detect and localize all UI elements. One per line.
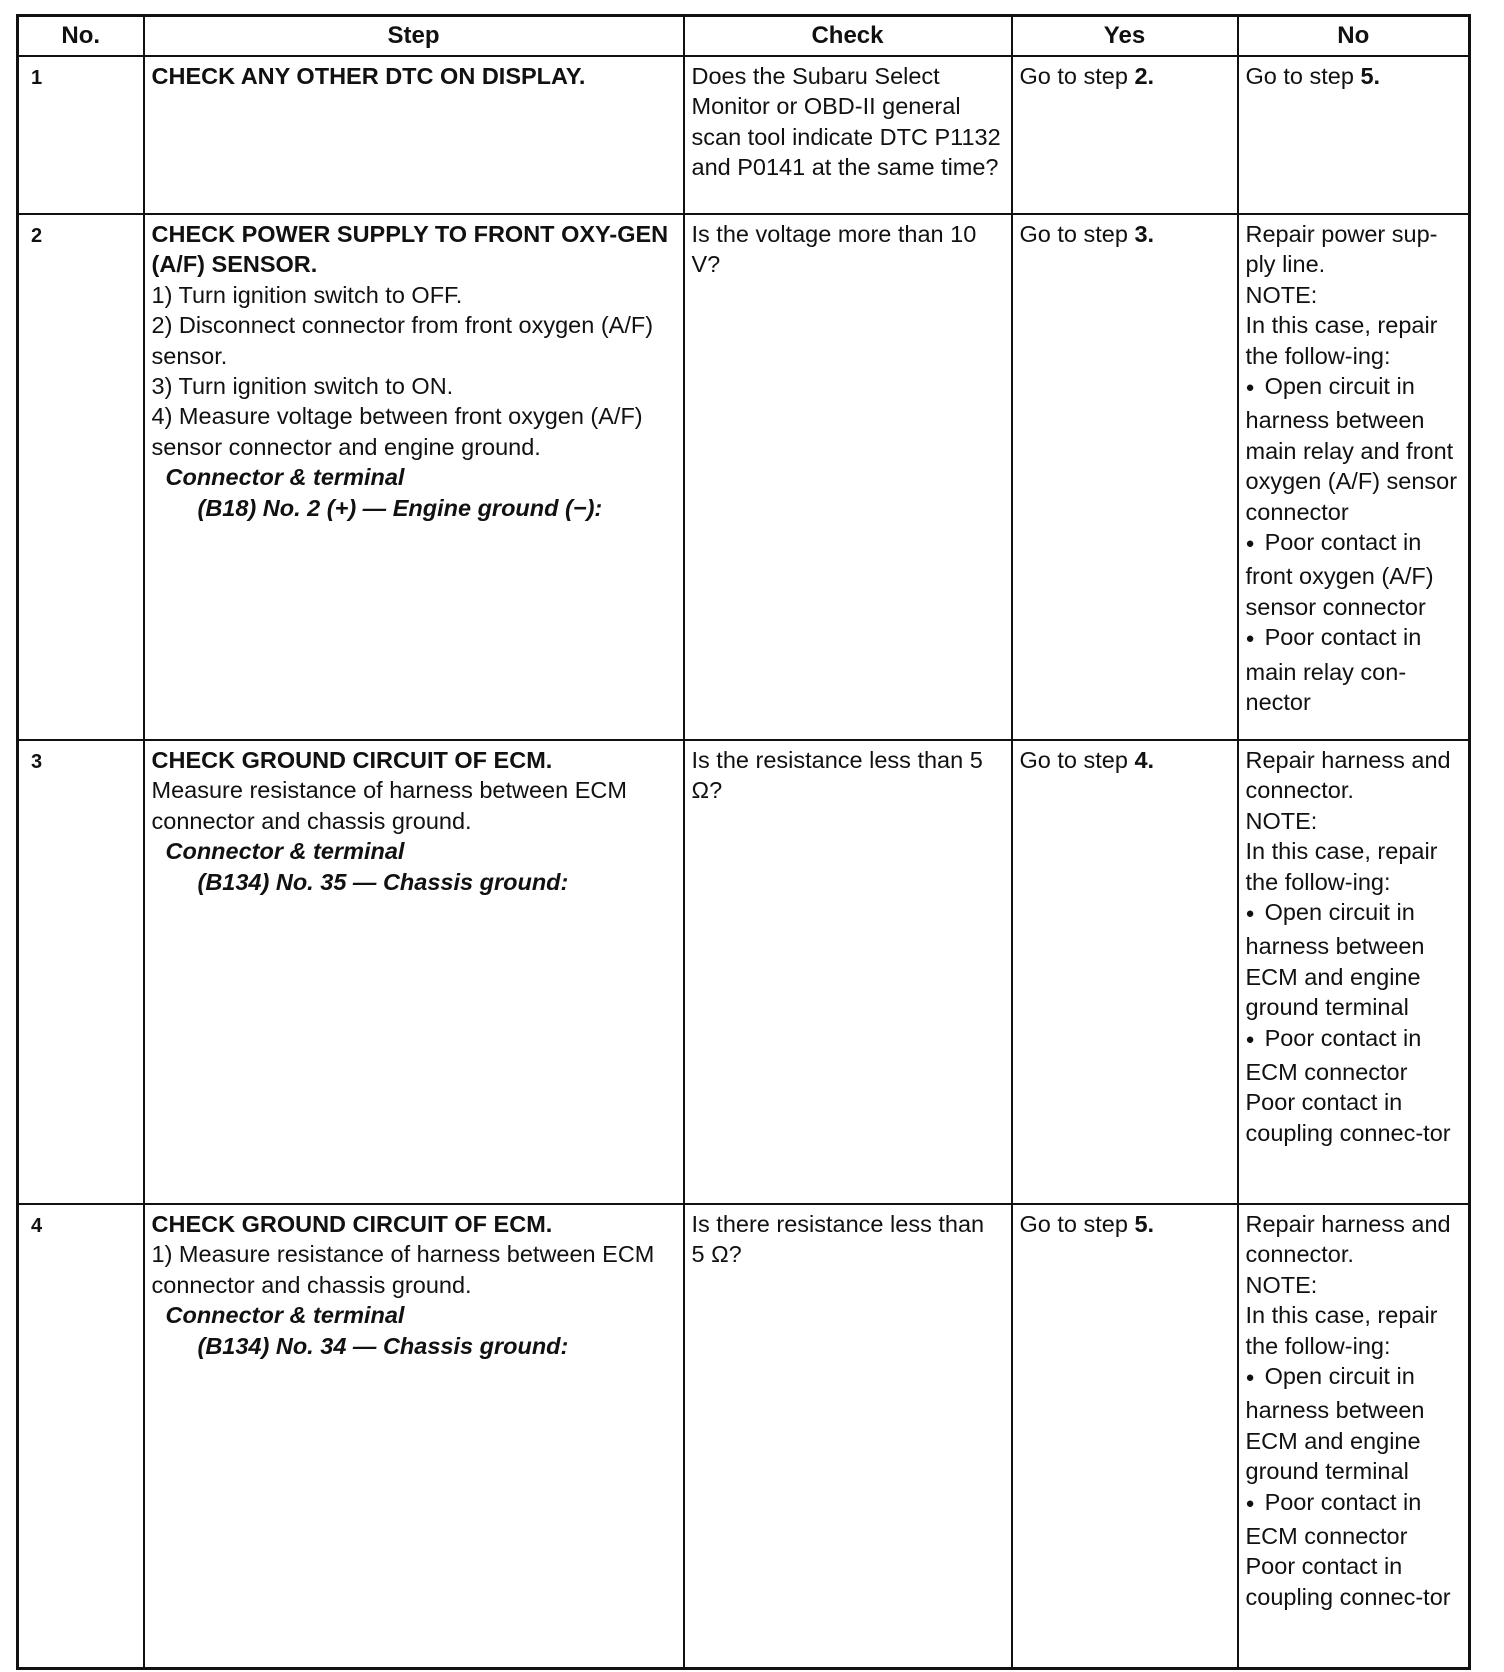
no-cell — [1238, 56, 1470, 214]
yes-cell — [1012, 740, 1238, 1204]
step-cell — [144, 214, 684, 740]
no-tail-line: Poor contact in coupling connec-tor — [1245, 1089, 1451, 1146]
no-bullet-item: ● Open circuit in harness between ECM and engine ground terminal — [1246, 1361, 1462, 1487]
row-number: 2 — [18, 214, 144, 740]
no-bullet-item: ● Poor contact in ECM connector — [1246, 1023, 1462, 1088]
diagnostic-table — [16, 14, 1471, 1670]
step-title: CHECK POWER SUPPLY TO FRONT OXY-GEN (A/F) SENSOR. — [151, 221, 669, 278]
step-line: Measure resistance of harness between ECM connector and chassis ground. — [151, 777, 627, 834]
step-title: CHECK GROUND CIRCUIT OF ECM. — [151, 1211, 553, 1237]
step-line: 1) Turn ignition switch to OFF. — [151, 281, 463, 308]
yes-text: Go to step — [1019, 747, 1135, 773]
yes-text: Go to step — [1019, 1211, 1135, 1237]
connector-label: Connector & terminal — [165, 838, 405, 865]
step-cell — [144, 1204, 684, 1669]
terminal-spec: (B134) No. 35 — Chassis ground: — [197, 868, 569, 895]
check-cell: Is the resistance less than 5 Ω? — [684, 740, 1012, 1204]
no-line: NOTE: — [1245, 1271, 1318, 1298]
table-row — [18, 740, 1470, 1204]
yes-cell — [1012, 56, 1238, 214]
no-line: Repair power sup-ply line. — [1245, 221, 1438, 278]
terminal-spec: (B18) No. 2 (+) — Engine ground (−): — [197, 494, 603, 521]
no-line: NOTE: — [1245, 281, 1318, 308]
step-line: 2) Disconnect connector from front oxygen (A/F) sensor. — [151, 312, 654, 369]
header-no: No. — [18, 16, 144, 57]
no-bullet-item: ● Open circuit in harness between main relay and front oxygen (A/F) sensor connector — [1246, 371, 1462, 527]
step-cell — [144, 56, 684, 214]
check-cell: Does the Subaru Select Monitor or OBD-II general scan tool indicate DTC P1132 and P0141 at the same time? — [684, 56, 1012, 214]
header-row — [18, 16, 1470, 57]
terminal-spec: (B134) No. 34 — Chassis ground: — [197, 1332, 569, 1359]
row-number: 4 — [18, 1204, 144, 1669]
yes-step-number: 4. — [1134, 747, 1155, 773]
no-text: Go to step — [1245, 63, 1361, 89]
no-line: Repair harness and connector. — [1245, 747, 1451, 804]
check-cell: Is there resistance less than 5 Ω? — [684, 1204, 1012, 1669]
step-cell — [144, 740, 684, 1204]
connector-label: Connector & terminal — [165, 1302, 405, 1329]
no-step-number: 5. — [1360, 63, 1381, 89]
no-tail-line: Poor contact in coupling connec-tor — [1245, 1553, 1451, 1610]
no-cell — [1238, 740, 1470, 1204]
yes-cell — [1012, 214, 1238, 740]
no-line: In this case, repair the follow-ing: — [1245, 312, 1438, 369]
table-row — [18, 214, 1470, 740]
connector-label: Connector & terminal — [165, 464, 405, 491]
header-yes: Yes — [1012, 16, 1238, 57]
step-line: 3) Turn ignition switch to ON. — [151, 373, 454, 400]
no-bullet-item: ● Poor contact in main relay con-nector — [1246, 622, 1462, 717]
step-title: CHECK ANY OTHER DTC ON DISPLAY. — [151, 63, 586, 89]
table-row — [18, 1204, 1470, 1669]
header-step: Step — [144, 16, 684, 57]
yes-text: Go to step — [1019, 221, 1135, 247]
header-check: Check — [684, 16, 1012, 57]
no-bullet-item: ● Poor contact in ECM connector — [1246, 1487, 1462, 1552]
step-title: CHECK GROUND CIRCUIT OF ECM. — [151, 747, 553, 773]
table-row — [18, 56, 1470, 214]
no-cell — [1238, 214, 1470, 740]
no-line: NOTE: — [1245, 807, 1318, 834]
no-line: In this case, repair the follow-ing: — [1245, 1302, 1438, 1359]
check-cell: Is the voltage more than 10 V? — [684, 214, 1012, 740]
yes-step-number: 2. — [1134, 63, 1155, 89]
diagnostic-procedure-sheet — [16, 14, 1468, 1670]
step-line: 1) Measure resistance of harness between ECM connector and chassis ground. — [151, 1241, 655, 1298]
no-cell — [1238, 1204, 1470, 1669]
no-bullet-item: ● Open circuit in harness between ECM and engine ground terminal — [1246, 897, 1462, 1023]
yes-step-number: 3. — [1134, 221, 1155, 247]
header-no-result: No — [1238, 16, 1470, 57]
yes-text: Go to step — [1019, 63, 1135, 89]
yes-cell — [1012, 1204, 1238, 1669]
no-line: Repair harness and connector. — [1245, 1211, 1451, 1268]
step-line: 4) Measure voltage between front oxygen (A/F) sensor connector and engine ground. — [151, 403, 643, 460]
no-line: In this case, repair the follow-ing: — [1245, 838, 1438, 895]
no-bullet-item: ● Poor contact in front oxygen (A/F) sensor connector — [1246, 527, 1462, 622]
row-number: 3 — [18, 740, 144, 1204]
row-number: 1 — [18, 56, 144, 214]
yes-step-number: 5. — [1134, 1211, 1155, 1237]
